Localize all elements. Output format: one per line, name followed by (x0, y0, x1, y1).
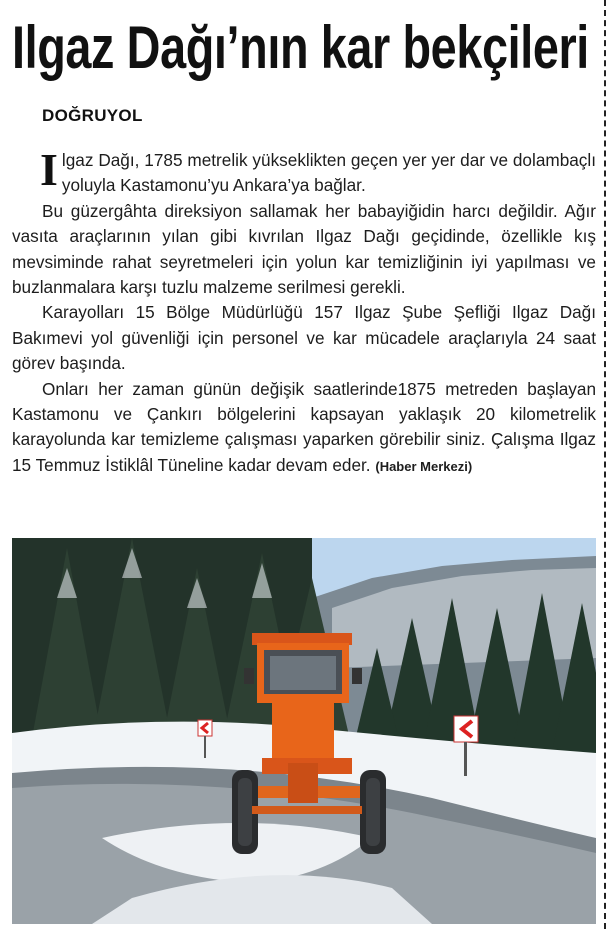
paragraph-4 (12, 377, 596, 480)
paragraph-1 (12, 144, 596, 199)
snow-grader-photo (12, 538, 596, 924)
headline: Ilgaz Dağı’nın kar bekçileri (12, 14, 589, 81)
news-photo (12, 538, 596, 924)
column-divider (604, 0, 606, 929)
paragraph-3: Karayolları 15 Bölge Müdürlüğü 157 Ilgaz Şube Şefliği Ilgaz Dağı Bakımevi yol güvenliği için personel ve kar mücadele araçlarıyla 24 saat görev başında. (12, 302, 596, 374)
source-credit: (Haber Merkezi) (375, 458, 473, 474)
article-body (12, 144, 596, 479)
drop-cap: I (40, 144, 58, 195)
byline: DOĞRUYOL (42, 106, 143, 125)
paragraph-4-text: Onları her zaman günün değişik saatlerinde1875 metreden başlayan Kastamonu ve Çankırı bölgelerini kapsayan yaklaşık 20 kilometrelik karayolunda kar temizleme çalışması yaparken görebilir siniz. Çalışma Ilgaz 15 Temmuz İstiklâl Tüneline kadar devam eder. (12, 378, 596, 475)
paragraph-1-text: lgaz Dağı, 1785 metrelik yükseklikten geçen yer yer dar ve dolambaçlı yoluyla Kastamonu’yu Ankara’ya bağlar. (61, 150, 596, 196)
paragraph-2: Bu güzergâhta direksiyon sallamak her babayiğidin harcı değildir. Ağır vasıta araçlarının yılan gibi kıvrılan Ilgaz Dağı geçidinde, özellikle kış mevsiminde rahat seyretmeleri için yolun kar temizliğinin iyi yapılması ve buzlanmalara karşı tuzlu malzeme serilmesi gerekli. (12, 200, 596, 298)
